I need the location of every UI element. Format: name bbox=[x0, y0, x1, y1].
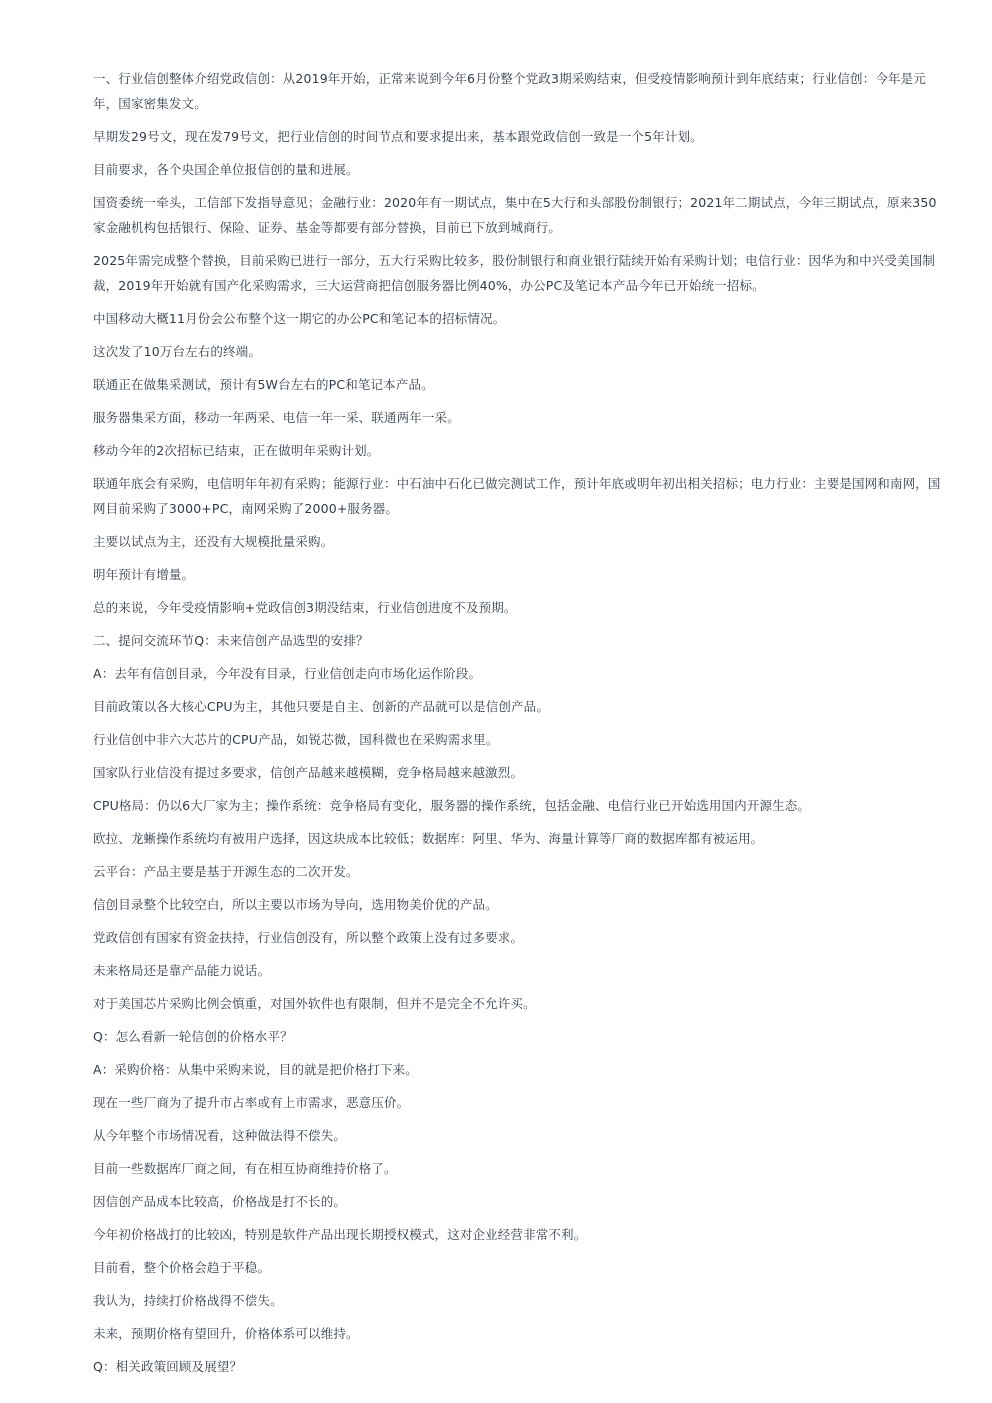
paragraph: 信创目录整个比较空白，所以主要以市场为导向，选用物美价优的产品。 bbox=[93, 897, 498, 912]
paragraph: 云平台：产品主要是基于开源生态的二次开发。 bbox=[93, 864, 359, 879]
paragraph: 我认为，持续打价格战得不偿失。 bbox=[93, 1293, 283, 1308]
paragraph: 明年预计有增量。 bbox=[93, 567, 195, 582]
paragraph: 总的来说，今年受疫情影响+党政信创3期没结束，行业信创进度不及预期。 bbox=[93, 600, 517, 615]
paragraph: 主要以试点为主，还没有大规模批量采购。 bbox=[93, 534, 334, 549]
paragraph: 服务器集采方面，移动一年两采、电信一年一采、联通两年一采。 bbox=[93, 410, 460, 425]
paragraph: 一、行业信创整体介绍党政信创：从2019年开始，正常来说到今年6月份整个党政3期采购结束，但受疫情影响预计到年底结束；行业信创：今年是元年，国家密集发文。 bbox=[93, 71, 926, 111]
paragraph: 从今年整个市场情况看，这种做法得不偿失。 bbox=[93, 1128, 347, 1143]
paragraph: 目前政策以各大核心CPU为主，其他只要是自主、创新的产品就可以是信创产品。 bbox=[93, 699, 549, 714]
paragraph: 未来格局还是靠产品能力说话。 bbox=[93, 963, 271, 978]
paragraph: CPU格局：仍以6大厂家为主；操作系统：竞争格局有变化，服务器的操作系统，包括金融、电信行业已开始选用国内开源生态。 bbox=[93, 798, 811, 813]
paragraph: 联通年底会有采购，电信明年年初有采购；能源行业：中石油中石化已做完测试工作，预计年底或明年初出相关招标；电力行业：主要是国网和南网，国网目前采购了3000+PC，南网采购了2000+服务器。 bbox=[93, 476, 941, 516]
paragraph: 早期发29号文，现在发79号文，把行业信创的时间节点和要求提出来，基本跟党政信创一致是一个5年计划。 bbox=[93, 129, 703, 144]
paragraph: A：采购价格：从集中采购来说，目的就是把价格打下来。 bbox=[93, 1062, 418, 1077]
paragraph: 国资委统一牵头，工信部下发指导意见；金融行业：2020年有一期试点，集中在5大行和头部股份制银行；2021年二期试点，今年三期试点，原来350家金融机构包括银行、保险、证券、基金等都要有部分替换，目前已下放到城商行。 bbox=[93, 195, 937, 235]
paragraph: 2025年需完成整个替换，目前采购已进行一部分，五大行采购比较多，股份制银行和商业银行陆续开始有采购计划；电信行业：因华为和中兴受美国制裁，2019年开始就有国产化采购需求，三大运营商把信创服务器比例40%，办公PC及笔记本产品今年已开始统一招标。 bbox=[93, 253, 936, 293]
paragraph: 中国移动大概11月份会公布整个这一期它的办公PC和笔记本的招标情况。 bbox=[93, 311, 506, 326]
document-body bbox=[93, 66, 945, 1387]
paragraph: 对于美国芯片采购比例会慎重，对国外软件也有限制，但并不是完全不允许买。 bbox=[93, 996, 536, 1011]
question: Q：怎么看新一轮信创的价格水平？ bbox=[93, 1029, 293, 1044]
paragraph: 目前看，整个价格会趋于平稳。 bbox=[93, 1260, 271, 1275]
paragraph: 欧拉、龙蜥操作系统均有被用户选择，因这块成本比较低；数据库：阿里、华为、海量计算等厂商的数据库都有被运用。 bbox=[93, 831, 764, 846]
paragraph: 目前一些数据库厂商之间，有在相互协商维持价格了。 bbox=[93, 1161, 397, 1176]
paragraph: A：去年有信创目录，今年没有目录，行业信创走向市场化运作阶段。 bbox=[93, 666, 482, 681]
paragraph: 行业信创中非六大芯片的CPU产品，如锐芯微，国科微也在采购需求里。 bbox=[93, 732, 499, 747]
paragraph: 未来，预期价格有望回升，价格体系可以维持。 bbox=[93, 1326, 359, 1341]
paragraph: 现在一些厂商为了提升市占率或有上市需求，恶意压价。 bbox=[93, 1095, 410, 1110]
paragraph: 这次发了10万台左右的终端。 bbox=[93, 344, 262, 359]
paragraph: 今年初价格战打的比较凶，特别是软件产品出现长期授权模式，这对企业经营非常不利。 bbox=[93, 1227, 587, 1242]
question: Q：相关政策回顾及展望？ bbox=[93, 1359, 243, 1374]
paragraph: 目前要求，各个央国企单位报信创的量和进展。 bbox=[93, 162, 359, 177]
paragraph: 国家队行业信没有提过多要求，信创产品越来越模糊，竞争格局越来越激烈。 bbox=[93, 765, 524, 780]
section-heading: 二、提问交流环节Q：未来信创产品选型的安排？ bbox=[93, 633, 369, 648]
paragraph: 联通正在做集采测试，预计有5W台左右的PC和笔记本产品。 bbox=[93, 377, 434, 392]
paragraph: 党政信创有国家有资金扶持，行业信创没有，所以整个政策上没有过多要求。 bbox=[93, 930, 524, 945]
paragraph: 移动今年的2次招标已结束，正在做明年采购计划。 bbox=[93, 443, 380, 458]
paragraph: 因信创产品成本比较高，价格战是打不长的。 bbox=[93, 1194, 347, 1209]
